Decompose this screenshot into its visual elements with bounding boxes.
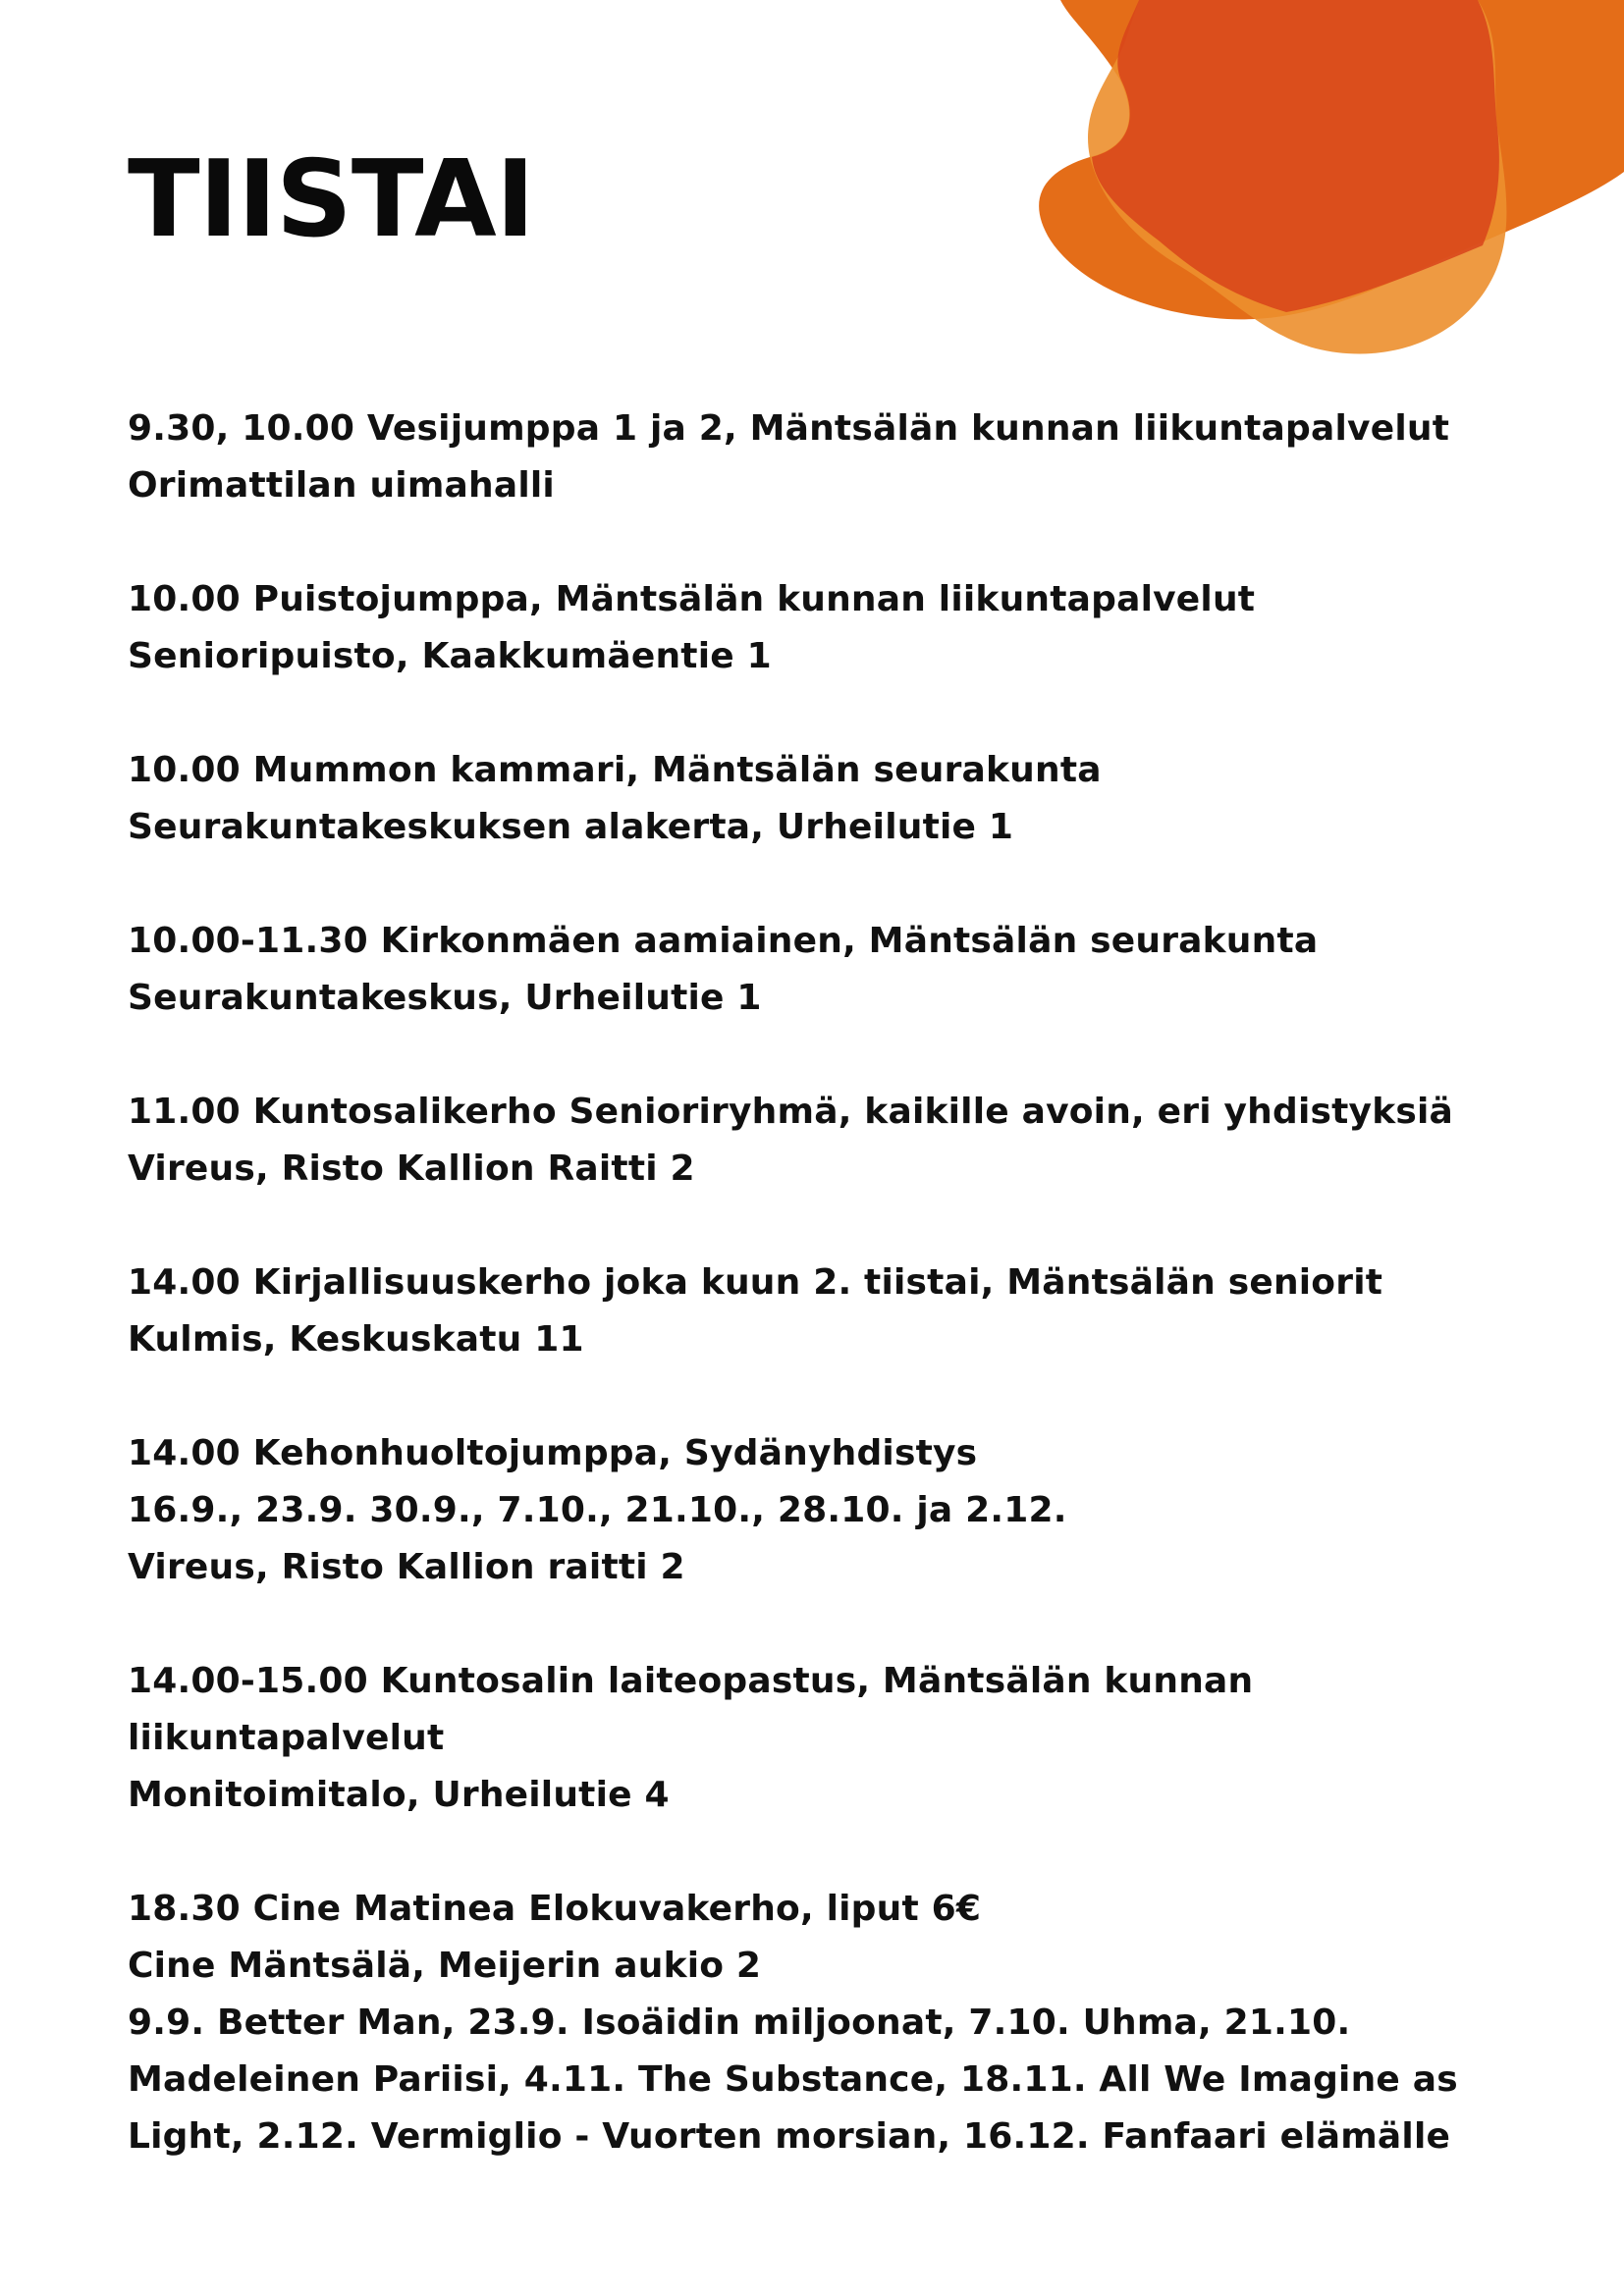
event-item — [128, 913, 1483, 1027]
event-line: Senioripuisto, Kaakkumäentie 1 — [128, 636, 772, 676]
event-line: 14.00 Kirjallisuuskerho joka kuun 2. tiistai, Mäntsälän seniorit — [128, 1262, 1383, 1303]
event-item — [128, 742, 1483, 856]
event-item — [128, 571, 1483, 685]
event-line: Seurakuntakeskuksen alakerta, Urheilutie 1 — [128, 807, 1014, 847]
event-item — [128, 1255, 1483, 1368]
event-dates-line: 16.9., 23.9. 30.9., 7.10., 21.10., 28.10. ja 2.12. — [128, 1490, 1067, 1530]
event-line: Seurakuntakeskus, Urheilutie 1 — [128, 978, 762, 1018]
film-list-line: Light, 2.12. Vermiglio - Vuorten morsian, 16.12. Fanfaari elämälle — [128, 2116, 1451, 2157]
event-line: Kulmis, Keskuskatu 11 — [128, 1319, 584, 1360]
event-item — [128, 1084, 1483, 1198]
event-item — [128, 1425, 1483, 1596]
event-line: 10.00 Puistojumppa, Mäntsälän kunnan liikuntapalvelut — [128, 579, 1256, 619]
event-line: Cine Mäntsälä, Meijerin aukio 2 — [128, 1946, 762, 1986]
event-list — [128, 400, 1483, 2222]
event-line: 11.00 Kuntosalikerho Senioriryhmä, kaikille avoin, eri yhdistyksiä — [128, 1092, 1454, 1132]
event-item — [128, 1653, 1483, 1824]
event-line: Vireus, Risto Kallion Raitti 2 — [128, 1148, 695, 1189]
event-line: liikuntapalvelut — [128, 1718, 445, 1758]
event-item — [128, 400, 1483, 514]
film-list-line: 9.9. Better Man, 23.9. Isoäidin miljoonat, 7.10. Uhma, 21.10. — [128, 2002, 1351, 2043]
event-line: Orimattilan uimahalli — [128, 465, 555, 506]
event-line: Monitoimitalo, Urheilutie 4 — [128, 1775, 670, 1815]
event-line: Vireus, Risto Kallion raitti 2 — [128, 1547, 685, 1587]
event-line: 9.30, 10.00 Vesijumppa 1 ja 2, Mäntsälän kunnan liikuntapalvelut — [128, 408, 1450, 449]
event-line: 10.00-11.30 Kirkonmäen aamiainen, Mäntsälän seurakunta — [128, 921, 1319, 961]
event-line: 14.00 Kehonhuoltojumppa, Sydänyhdistys — [128, 1433, 978, 1473]
film-list-line: Madeleinen Pariisi, 4.11. The Substance, 18.11. All We Imagine as — [128, 2059, 1458, 2100]
event-line: 18.30 Cine Matinea Elokuvakerho, liput 6€ — [128, 1889, 982, 1929]
event-line: 10.00 Mummon kammari, Mäntsälän seurakunta — [128, 750, 1102, 790]
page-title: TIISTAI — [128, 138, 534, 261]
event-item — [128, 1881, 1483, 2165]
event-line: 14.00-15.00 Kuntosalin laiteopastus, Mäntsälän kunnan — [128, 1661, 1254, 1701]
